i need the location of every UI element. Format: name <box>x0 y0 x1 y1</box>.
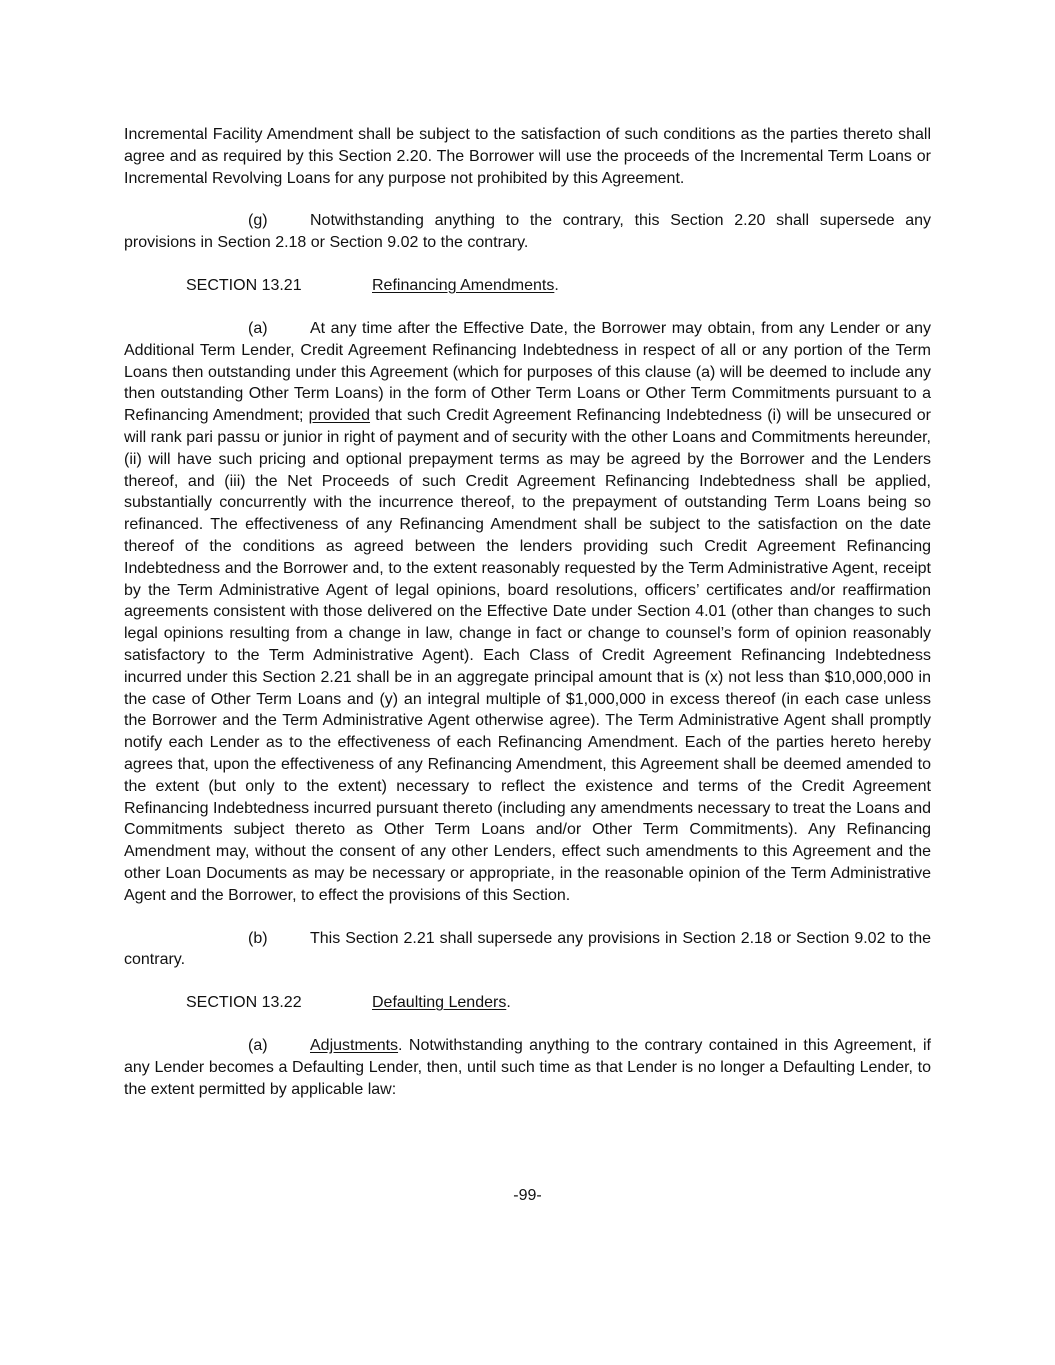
section-number: SECTION 13.22 <box>186 994 302 1012</box>
section-title-text: Defaulting Lenders <box>372 994 507 1012</box>
clause-label-b: (b) <box>248 929 268 947</box>
clause-text-g: Notwithstanding anything to the contrary, this Section 2.20 shall supersede any provisions in Section 2.18 or Section 9.02 to the contrary. <box>124 212 931 252</box>
section-title-text: Refinancing Amendments <box>372 276 555 294</box>
section-title <box>372 992 511 1014</box>
clause-label-a: (a) <box>248 1037 268 1055</box>
page-number: -99- <box>513 1187 542 1204</box>
paragraph-g <box>124 210 931 254</box>
paragraph-defaulting-a <box>124 1035 931 1100</box>
paragraph-refinancing-a <box>124 318 931 907</box>
clause-text-a-part2: that such Credit Agreement Refinancing Indebtedness (i) will be unsecured or will rank pari passu or junior in right of payment and of security with the other Loans and Commitments hereunder, (ii) will have such pricing and optional prepayment terms as may be agreed by the Borrower and the Lenders thereof, and (iii) the Net Proceeds of such Credit Agreement Refinancing Indebtedness shall be applied, substantially concurrently with the incurrence thereof, to the prepayment of outstanding Term Loans being so refinanced. The effectiveness of any Refinancing Amendment shall be subject to the satisfaction on the date thereof of the conditions as agreed between the lenders providing such Credit Agreement Refinancing Indebtedness and the Borrower and, to the extent reasonably requested by the Term Administrative Agent, receipt by the Term Administrative Agent of legal opinions, board resolutions, officers’ certificates and/or reaffirmation agreements consistent with those delivered on the Effective Date under Section 4.01 (other than changes to such legal opinions resulting from a change in law, change in fact or change to counsel’s form of opinion reasonably satisfactory to the Term Administrative Agent). Each Class of Credit Agreement Refinancing Indebtedness incurred under this Section 2.21 shall be in an aggregate principal amount that is (x) not less than $10,000,000 in the case of Other Term Loans and (y) an integral multiple of $1,000,000 in excess thereof (in each case unless the Borrower and the Term Administrative Agent otherwise agree). The Term Administrative Agent shall promptly notify each Lender as to the effectiveness of each Refinancing Amendment. Each of the parties hereto hereby agrees that, upon the effectiveness of any Refinancing Amendment, this Agreement shall be deemed amended to the extent (but only to the extent) necessary to reflect the existence and terms of the Credit Agreement Refinancing Indebtedness incurred pursuant thereto (including any amendments necessary to treat the Loans and Commitments subject thereto as Other Term Loans and/or Other Term Commitments). Any Refinancing Amendment may, without the consent of any other Lenders, effect such amendments to this Agreement and the other Loan Documents as may be necessary or appropriate, in the reasonable opinion of the Term Administrative Agent and the Borrower, to effect the provisions of this Section. <box>124 407 931 904</box>
adjustments-heading: Adjustments <box>310 1037 399 1055</box>
clause-text-b: This Section 2.21 shall supersede any provisions in Section 2.18 or Section 9.02 to the contrary. <box>124 929 931 969</box>
section-heading-13-21 <box>186 275 931 297</box>
clause-text-a-part1: At any time after the Effective Date, the Borrower may obtain, from any Lender or any Additional Term Lender, Credit Agreement Refinancing Indebtedness in respect of all or any portion of the Term Loans then outstanding under this Agreement (which for purposes of this clause (a) will be deemed to include any then outstanding Other Term Loans) in the form of Other Term Loans or Other Term Commitments pursuant to a Refinancing Amendment; <box>124 319 931 425</box>
provided-term: provided <box>308 407 371 425</box>
section-heading-13-22 <box>186 992 931 1014</box>
paragraph-incremental-facility: Incremental Facility Amendment shall be subject to the satisfaction of such conditions as the parties thereto shall agree and as required by this Section 2.20. The Borrower will use the proceeds of the Incremental Term Loans or Incremental Revolving Loans for any purpose not prohibited by this Agreement. <box>124 126 931 187</box>
section-title-period: . <box>506 994 511 1012</box>
clause-label-g: (g) <box>248 212 268 230</box>
section-title <box>372 275 559 297</box>
clause-text-adjustments: Notwithstanding anything to the contrary contained in this Agreement, if any Lender becomes a Defaulting Lender, then, until such time as that Lender is no longer a Defaulting Lender, to the extent permitted by applicable law: <box>124 1037 931 1098</box>
document-body <box>124 124 931 1100</box>
section-number: SECTION 13.21 <box>186 276 302 294</box>
paragraph-refinancing-b <box>124 928 931 972</box>
adjustments-period: . <box>398 1037 403 1055</box>
clause-label-a: (a) <box>248 319 268 337</box>
section-title-period: . <box>554 276 559 294</box>
